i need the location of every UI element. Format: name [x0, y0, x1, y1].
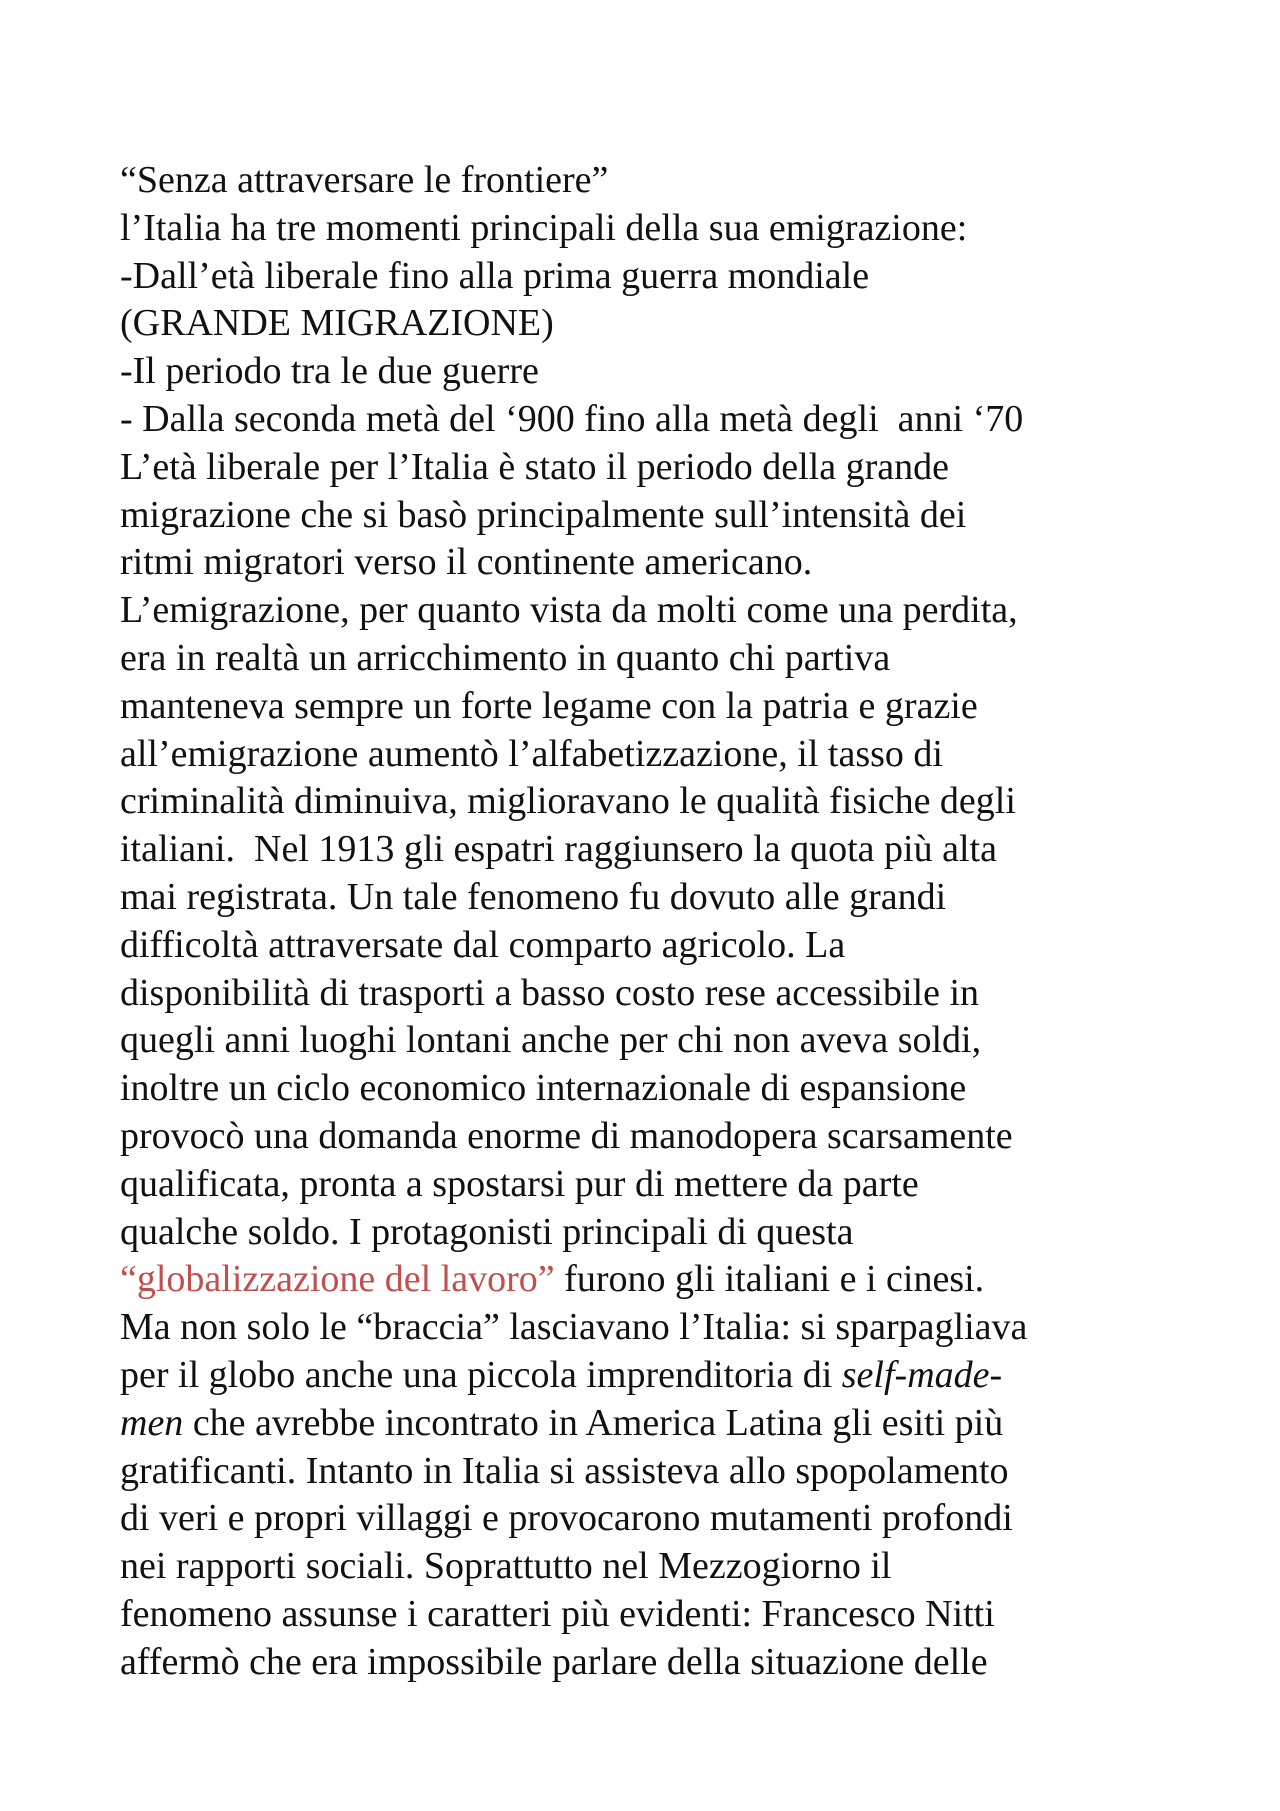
text-line: di veri e propri villaggi e provocarono mutamenti profondi	[120, 1497, 1013, 1540]
text-span: che avrebbe incontrato in America Latina gli esiti più	[183, 1401, 1004, 1444]
text-line: quegli anni luoghi lontani anche per chi non aveva soldi,	[120, 1019, 982, 1062]
text-line: affermò che era impossibile parlare della situazione delle	[120, 1640, 988, 1683]
italic-phrase: men	[120, 1401, 184, 1444]
text-line: manteneva sempre un forte legame con la patria e grazie	[120, 684, 978, 727]
text-line: - Dalla seconda metà del ‘900 fino alla metà degli anni ‘70	[120, 397, 1024, 440]
text-line: provocò una domanda enorme di manodopera scarsamente	[120, 1114, 1013, 1157]
document-body	[120, 157, 1180, 1687]
text-line	[120, 1256, 1180, 1304]
text-line: criminalità diminuiva, miglioravano le qualità fisiche degli	[120, 780, 1016, 823]
italic-phrase: self-made-	[841, 1353, 1003, 1396]
text-line: nei rapporti sociali. Soprattutto nel Mezzogiorno il	[120, 1545, 892, 1588]
text-line: all’emigrazione aumentò l’alfabetizzazione, il tasso di	[120, 732, 943, 775]
text-line	[120, 1352, 1180, 1400]
text-line: L’emigrazione, per quanto vista da molti come una perdita,	[120, 589, 1018, 632]
text-line: mai registrata. Un tale fenomeno fu dovuto alle grandi	[120, 875, 947, 918]
text-line: era in realtà un arricchimento in quanto chi partiva	[120, 636, 891, 679]
text-line: L’età liberale per l’Italia è stato il periodo della grande	[120, 445, 949, 488]
text-line: “Senza attraversare le frontiere”	[120, 159, 609, 201]
text-line: disponibilità di trasporti a basso costo rese accessibile in	[120, 971, 980, 1014]
text-line: gratificanti. Intanto in Italia si assisteva allo spopolamento	[120, 1449, 1009, 1492]
text-line: fenomeno assunse i caratteri più evidenti: Francesco Nitti	[120, 1592, 995, 1635]
text-line: l’Italia ha tre momenti principali della sua emigrazione:	[120, 206, 968, 249]
highlighted-phrase: “globalizzazione del lavoro”	[120, 1258, 555, 1301]
text-line: qualificata, pronta a spostarsi pur di mettere da parte	[120, 1162, 919, 1205]
text-line: -Il periodo tra le due guerre	[120, 350, 539, 393]
text-line: migrazione che si basò principalmente sull’intensità dei	[120, 493, 967, 536]
text-line: difficoltà attraversate dal comparto agricolo. La	[120, 923, 846, 966]
text-span: furono gli italiani e i cinesi.	[554, 1258, 985, 1301]
text-line: ritmi migratori verso il continente americano.	[120, 541, 813, 584]
text-line: inoltre un ciclo economico internazionale di espansione	[120, 1067, 967, 1110]
text-line: (GRANDE MIGRAZIONE)	[120, 302, 554, 345]
text-span: per il globo anche una piccola imprenditoria di	[120, 1353, 842, 1396]
text-line: italiani. Nel 1913 gli espatri raggiunsero la quota più alta	[120, 828, 997, 871]
text-line	[120, 1400, 1180, 1448]
text-line: Ma non solo le “braccia” lasciavano l’Italia: si sparpagliava	[120, 1306, 1028, 1349]
text-line: qualche soldo. I protagonisti principali di questa	[120, 1210, 854, 1253]
text-line: -Dall’età liberale fino alla prima guerra mondiale	[120, 254, 870, 297]
